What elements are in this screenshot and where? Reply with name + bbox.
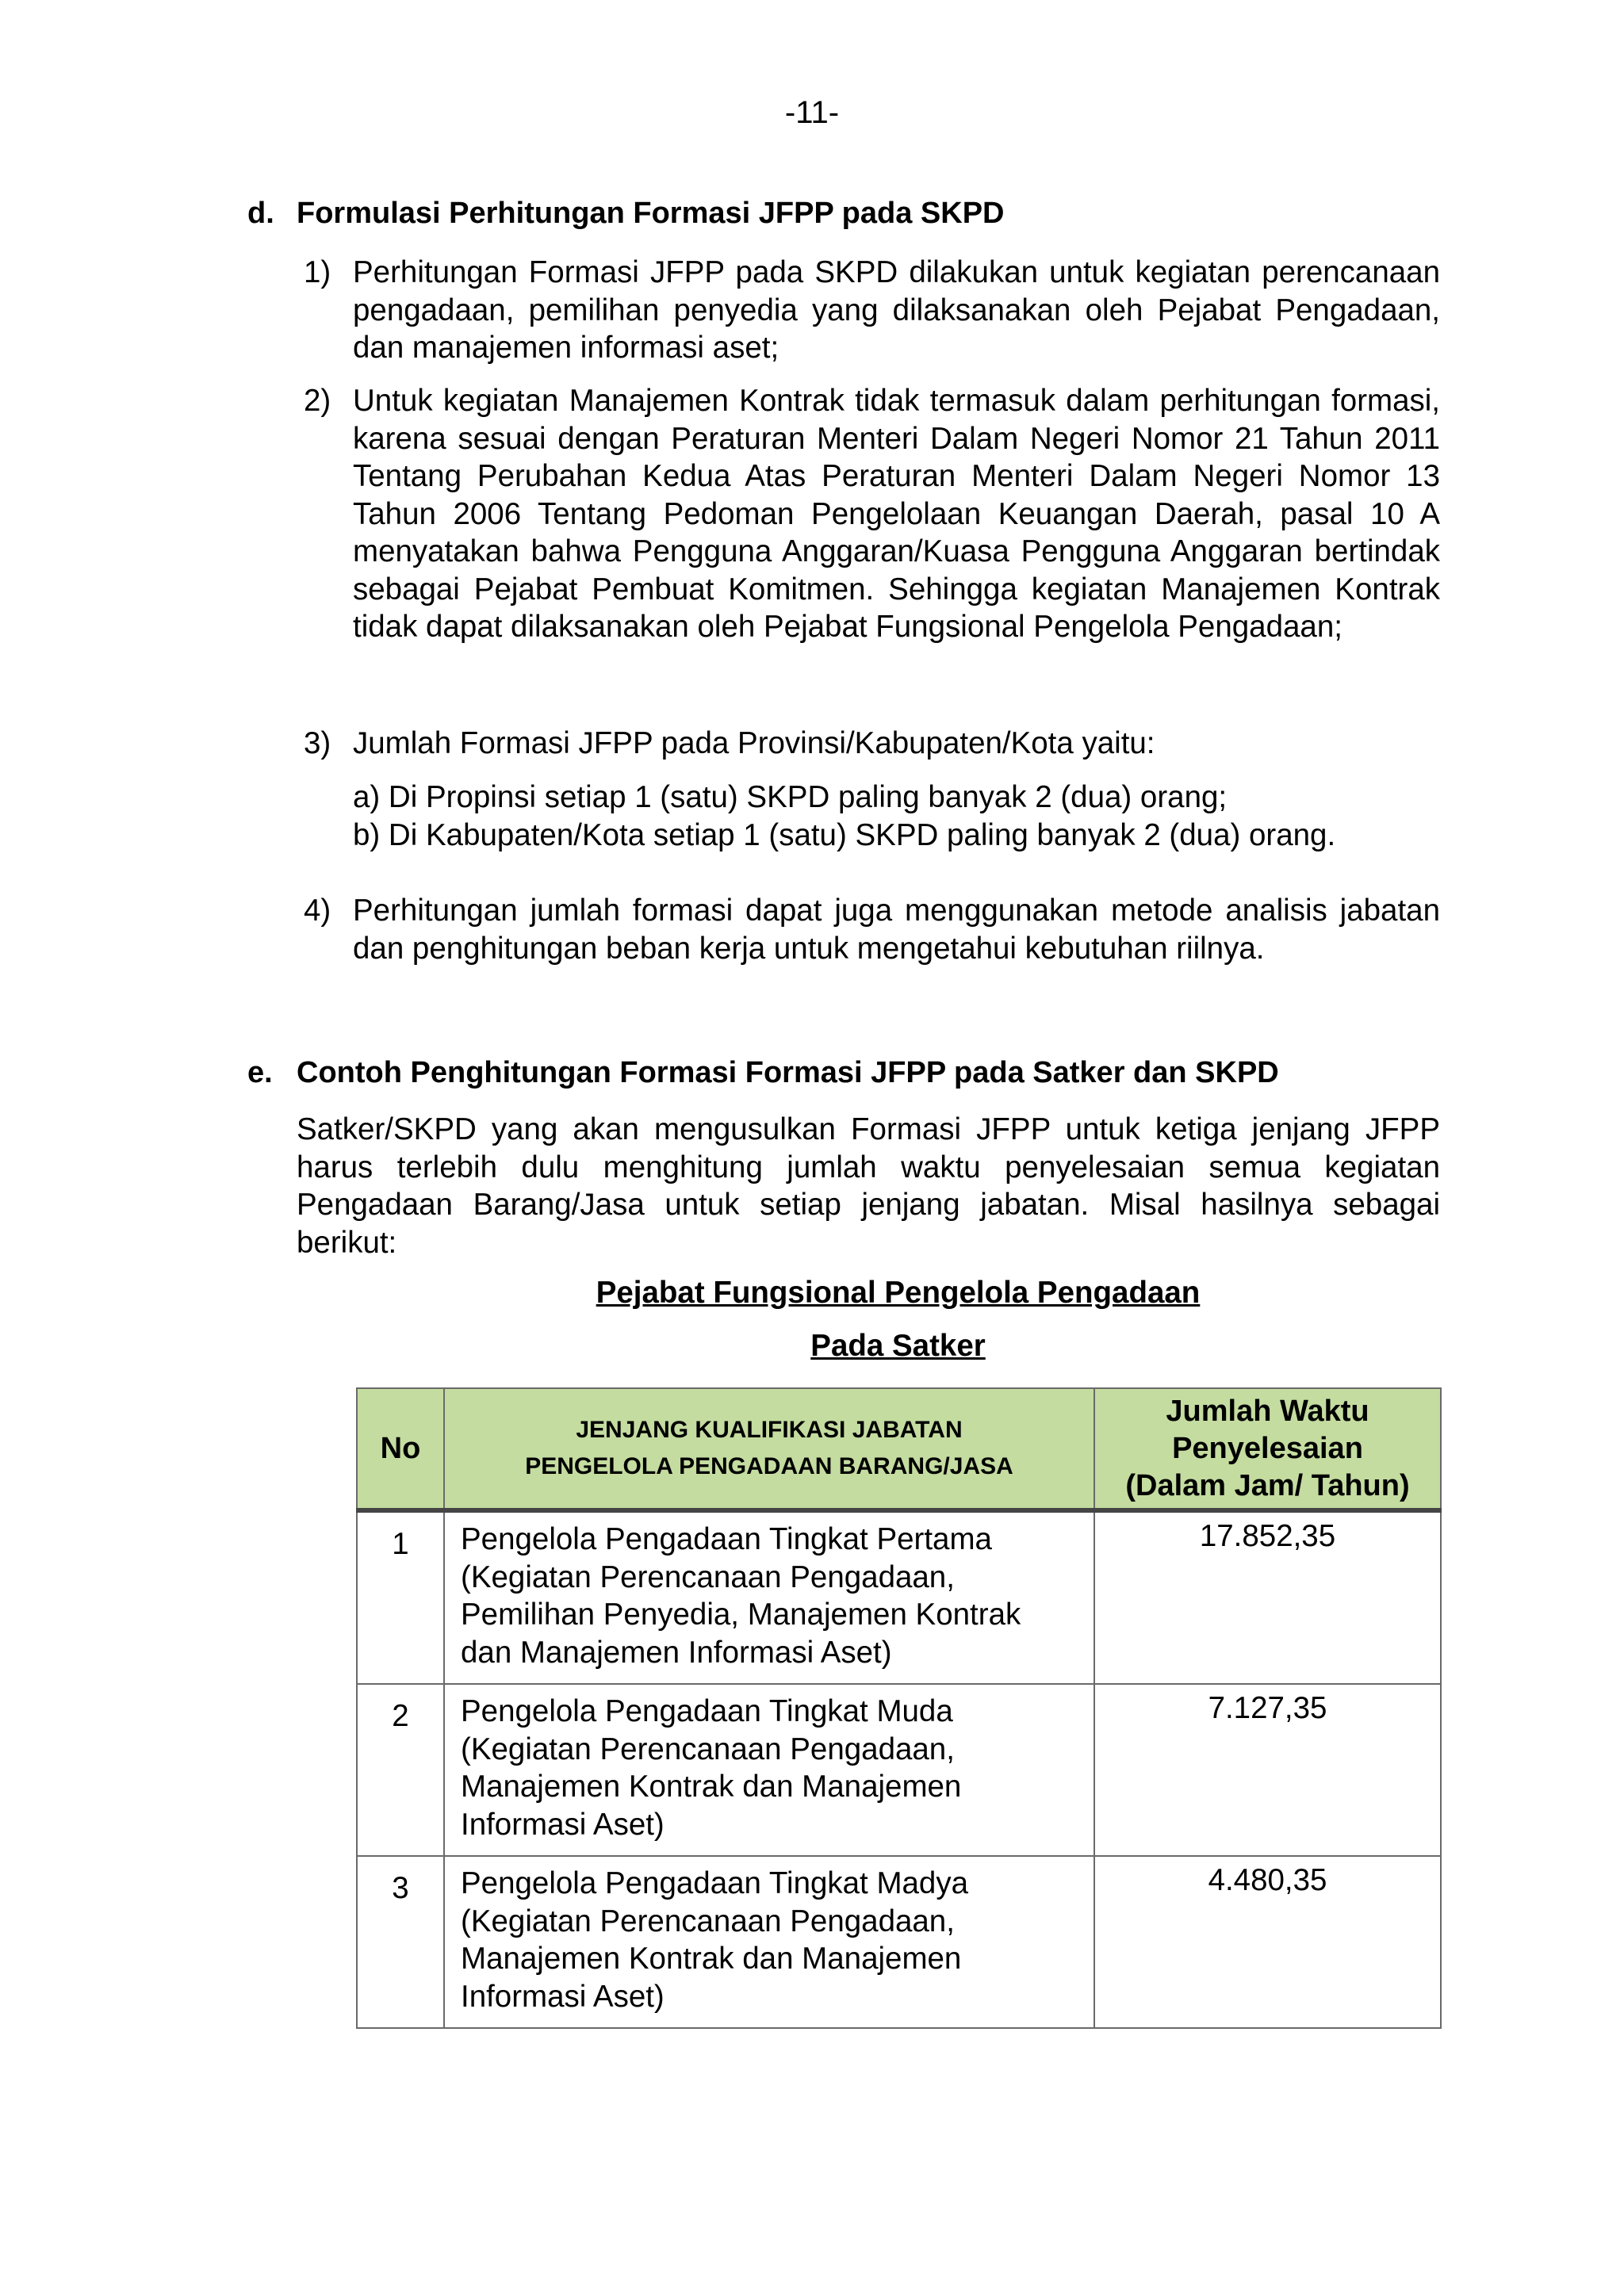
- cell-jumlah: 7.127,35: [1094, 1684, 1441, 1856]
- cell-jenjang-line: (Kegiatan Perencanaan Pengadaan,: [461, 1732, 955, 1766]
- cell-jumlah: 17.852,35: [1094, 1510, 1441, 1684]
- list-item-number: 1): [304, 255, 331, 289]
- cell-jenjang: [444, 1510, 1094, 1684]
- section-e-heading: [247, 1056, 1279, 1090]
- table-row: [357, 1510, 1441, 1684]
- column-header-jumlah-line: Jumlah Waktu: [1166, 1394, 1369, 1428]
- cell-no: 1: [357, 1510, 444, 1684]
- section-e-paragraph: Satker/SKPD yang akan mengusulkan Formasi JFPP untuk ketiga jenjang JFPP harus terlebih dulu menghitung jumlah waktu penyelesaian semua kegiatan Pengadaan Barang/Jasa untuk setiap jenjang jabatan. Misal hasilnya sebagai berikut:: [297, 1112, 1440, 1260]
- column-header-jumlah: [1094, 1388, 1441, 1510]
- list-item: [304, 725, 1440, 764]
- list-item-number: 3): [304, 726, 331, 760]
- list-item-text: Untuk kegiatan Manajemen Kontrak tidak termasuk dalam perhitungan formasi, karena sesuai dengan Peraturan Menteri Dalam Negeri Nomor 21 Tahun 2011 Tentang Perubahan Kedua Atas Peraturan Menteri Dalam Negeri Nomor 13 Tahun 2006 Tentang Pedoman Pengelolaan Keuangan Daerah, pasal 10 A menyatakan bahwa Pengguna Anggaran/Kuasa Pengguna Anggaran bertindak sebagai Pejabat Pembuat Komitmen. Sehingga kegiatan Manajemen Kontrak tidak dapat dilaksanakan oleh Pejabat Fungsional Pengelola Pengadaan;: [353, 384, 1440, 644]
- cell-jenjang-line: Informasi Aset): [461, 1807, 665, 1842]
- section-d-title: Formulasi Perhitungan Formasi JFPP pada SKPD: [297, 197, 1005, 230]
- cell-jenjang-line: (Kegiatan Perencanaan Pengadaan,: [461, 1904, 955, 1938]
- column-header-jumlah-line: Penyelesaian: [1172, 1431, 1363, 1465]
- cell-jenjang-line: Informasi Aset): [461, 1979, 665, 2014]
- sub-list-item: b) Di Kabupaten/Kota setiap 1 (satu) SKPD paling banyak 2 (dua) orang.: [353, 818, 1336, 852]
- section-e-label: e.: [247, 1056, 273, 1089]
- column-header-jumlah-line: (Dalam Jam/ Tahun): [1125, 1468, 1410, 1502]
- cell-jenjang-line: Manajemen Kontrak dan Manajemen: [461, 1770, 962, 1804]
- cell-no: 2: [357, 1684, 444, 1856]
- cell-jenjang: [444, 1684, 1094, 1856]
- list-item-text: Perhitungan jumlah formasi dapat juga menggunakan metode analisis jabatan dan penghitungan beban kerja untuk mengetahui kebutuhan riilnya.: [353, 894, 1440, 966]
- list-item: [304, 254, 1440, 373]
- cell-jenjang-line: Manajemen Kontrak dan Manajemen: [461, 1942, 962, 1976]
- cell-jumlah: 4.480,35: [1094, 1856, 1441, 2028]
- cell-jenjang-line: Pengelola Pengadaan Tingkat Muda: [461, 1694, 953, 1728]
- cell-jenjang-line: dan Manajemen Informasi Aset): [461, 1635, 892, 1670]
- section-d-heading: [247, 197, 1005, 231]
- column-header-no: No: [357, 1388, 444, 1510]
- formation-table: [356, 1387, 1442, 2029]
- table-header-row: [357, 1388, 1441, 1510]
- list-item: [304, 892, 1440, 1011]
- cell-jenjang: [444, 1856, 1094, 2028]
- list-item-number: 2): [304, 384, 331, 418]
- sub-list-item: a) Di Propinsi setiap 1 (satu) SKPD paling banyak 2 (dua) orang;: [353, 780, 1228, 814]
- cell-jenjang-line: (Kegiatan Perencanaan Pengadaan,: [461, 1559, 955, 1594]
- table-title: Pejabat Fungsional Pengelola Pengadaan: [596, 1276, 1201, 1310]
- list-item-number: 4): [304, 894, 331, 928]
- cell-jenjang-line: Pengelola Pengadaan Tingkat Pertama: [461, 1522, 992, 1556]
- list-item-text: Perhitungan Formasi JFPP pada SKPD dilakukan untuk kegiatan perencanaan pengadaan, pemilihan penyedia yang dilaksanakan oleh Pejabat Pengadaan, dan manajemen informasi aset;: [353, 255, 1440, 365]
- table-subtitle: Pada Satker: [810, 1329, 986, 1363]
- table-row: [357, 1856, 1441, 2028]
- table-row: [357, 1684, 1441, 1856]
- list-item-text: Jumlah Formasi JFPP pada Provinsi/Kabupaten/Kota yaitu:: [353, 726, 1155, 760]
- column-header-jenjang: [444, 1388, 1094, 1510]
- section-e-title: Contoh Penghitungan Formasi Formasi JFPP pada Satker dan SKPD: [297, 1056, 1279, 1089]
- page-number: -11-: [784, 95, 840, 130]
- column-header-jenjang-line: JENJANG KUALIFIKASI JABATAN: [576, 1417, 963, 1443]
- column-header-jenjang-line: PENGELOLA PENGADAAN BARANG/JASA: [525, 1453, 1013, 1479]
- cell-jenjang-line: Pemilihan Penyedia, Manajemen Kontrak: [461, 1598, 1021, 1632]
- cell-jenjang-line: Pengelola Pengadaan Tingkat Madya: [461, 1866, 969, 1900]
- cell-no: 3: [357, 1856, 444, 2028]
- list-item: [304, 382, 1440, 691]
- section-d-label: d.: [247, 197, 274, 230]
